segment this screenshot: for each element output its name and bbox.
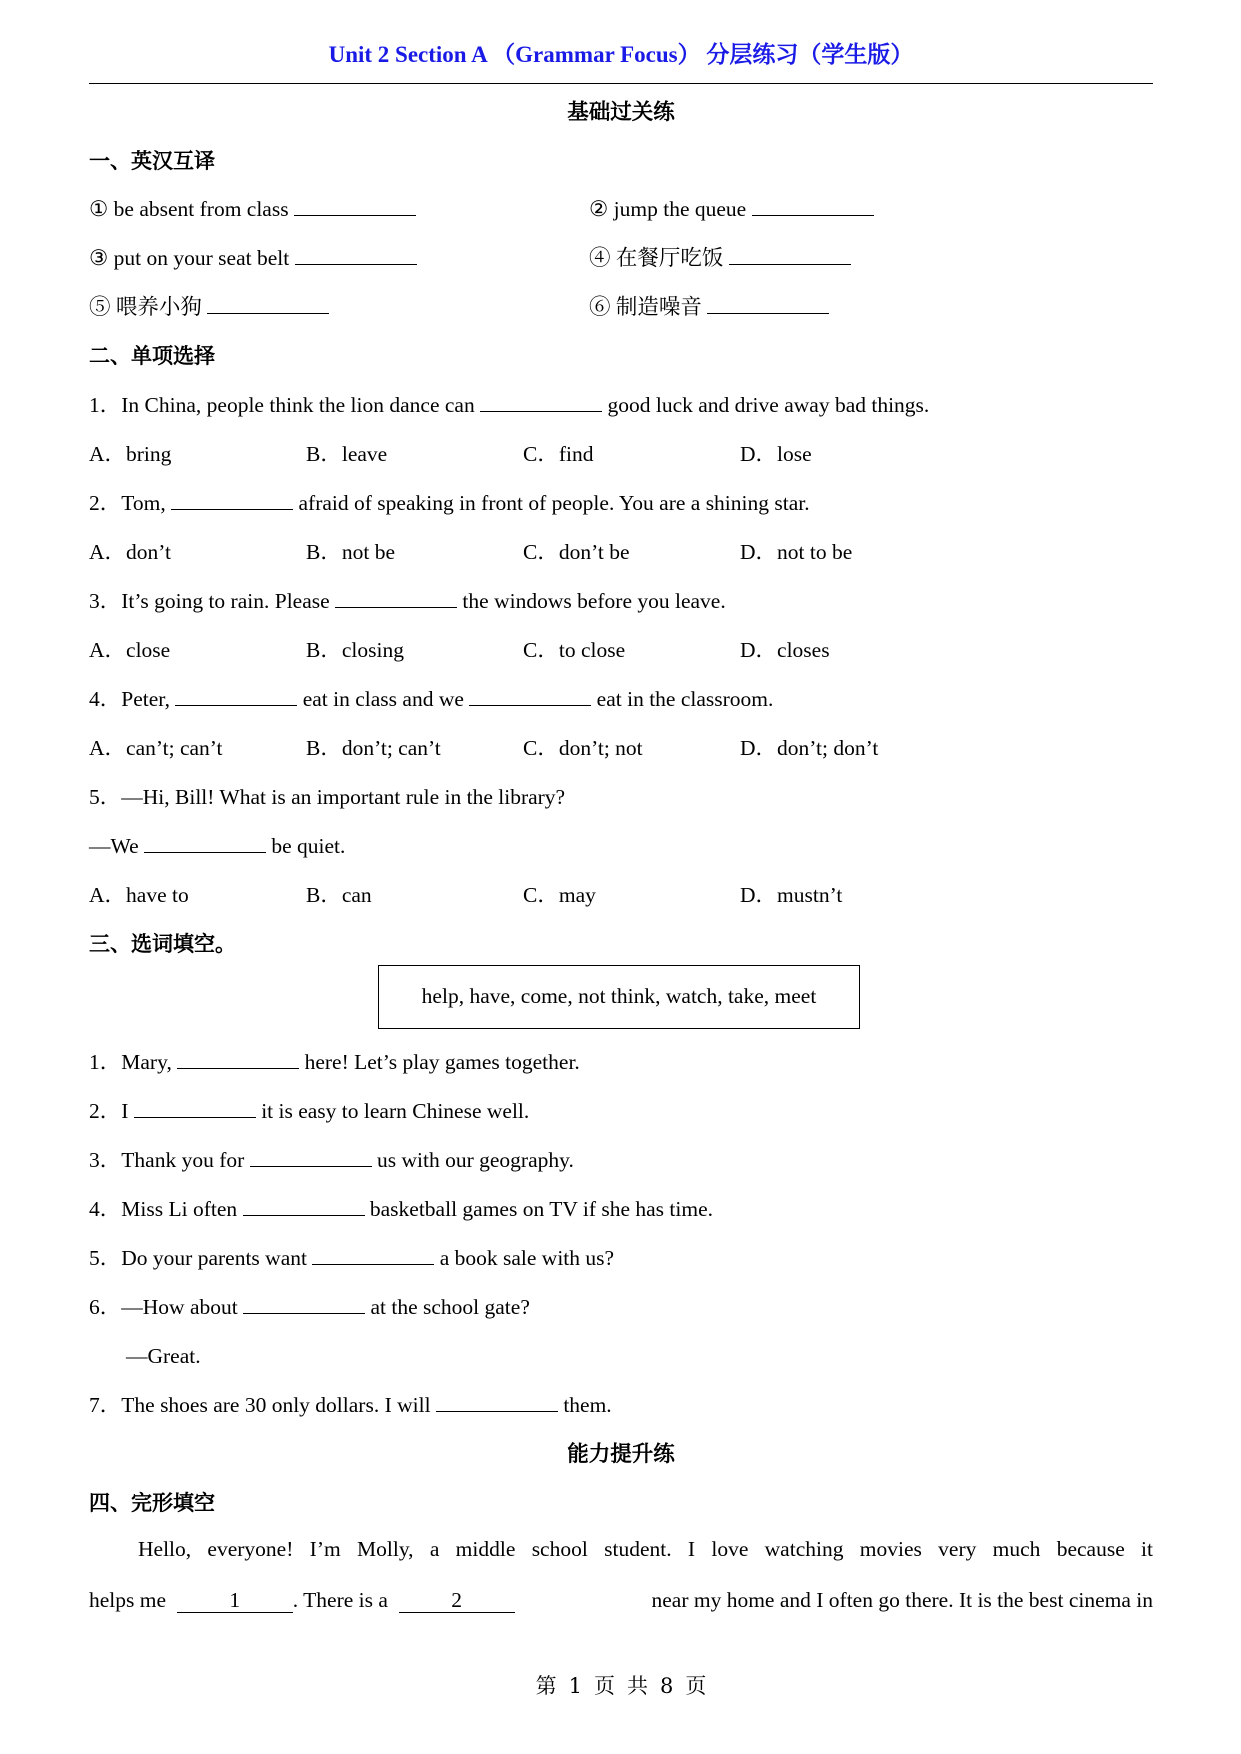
answer-blank[interactable] (312, 1244, 434, 1265)
mc-options-3 (89, 635, 957, 665)
question-text: eat in the classroom. (596, 687, 774, 711)
mc-question-5-reply (89, 831, 345, 861)
fill-question-7 (89, 1390, 612, 1420)
footer-text: 第 (535, 1674, 557, 1698)
question-number: 1． (89, 393, 122, 417)
option-a[interactable]: A．close (89, 638, 171, 662)
section-title-3: 三、选词填空。 (89, 932, 236, 956)
question-text: us with our geography. (377, 1148, 574, 1172)
part-title-basic: 基础过关练 (567, 100, 675, 124)
question-text: at the school gate? (370, 1295, 530, 1319)
current-page-number: 1 (568, 1674, 582, 1698)
item-text: 制造噪音 (615, 295, 702, 319)
question-text: good luck and drive away bad things. (607, 393, 930, 417)
header-title: Unit 2 Section A （Grammar Focus） 分层练习（学生版） (328, 42, 914, 67)
answer-blank[interactable] (480, 391, 602, 412)
question-number: 4． (89, 1197, 122, 1221)
word-bank-box: help, have, come, not think, watch, take, meet (378, 965, 860, 1029)
option-a[interactable]: A．don’t (89, 540, 172, 564)
item-text: put on your seat belt (113, 246, 290, 270)
question-text: Peter, (121, 687, 170, 711)
question-number: 5． (89, 785, 122, 809)
question-number: 3． (89, 1148, 122, 1172)
question-text: The shoes are 30 only dollars. I will (121, 1393, 431, 1417)
question-number: 2． (89, 491, 122, 515)
question-text: Mary, (121, 1050, 172, 1074)
translate-item-1 (89, 194, 416, 224)
question-text: Tom, (121, 491, 166, 515)
item-number: ⑤ (89, 295, 111, 319)
option-a[interactable]: A．have to (89, 883, 189, 907)
cloze-text (89, 1585, 515, 1615)
option-c[interactable]: C．may (523, 883, 596, 907)
question-text: —Hi, Bill! What is an important rule in the library? (121, 785, 566, 809)
cloze-text-b: . There is a (292, 1588, 388, 1612)
item-text: 在餐厅吃饭 (615, 246, 724, 270)
option-d[interactable]: D．closes (740, 638, 830, 662)
option-b[interactable]: B．closing (306, 638, 404, 662)
option-c[interactable]: C．to close (523, 638, 626, 662)
answer-blank[interactable] (436, 1391, 558, 1412)
fill-question-3 (89, 1145, 574, 1175)
mc-question-3 (89, 586, 726, 616)
question-text: Do your parents want (121, 1246, 307, 1270)
answer-blank[interactable] (243, 1293, 365, 1314)
question-text: here! Let’s play games together. (304, 1050, 580, 1074)
answer-blank[interactable] (335, 587, 457, 608)
cloze-blank-2[interactable]: 2 (399, 1588, 515, 1613)
mc-question-1 (89, 390, 929, 420)
answer-blank[interactable] (144, 832, 266, 853)
question-text: In China, people think the lion dance can (121, 393, 475, 417)
total-page-number: 8 (660, 1674, 674, 1698)
fill-question-6 (89, 1292, 530, 1322)
answer-blank[interactable] (134, 1097, 256, 1118)
answer-blank[interactable] (295, 244, 417, 265)
question-number: 3． (89, 589, 122, 613)
answer-blank[interactable] (171, 489, 293, 510)
question-number: 1． (89, 1050, 122, 1074)
answer-blank[interactable] (469, 685, 591, 706)
option-d[interactable]: D．lose (740, 442, 812, 466)
document-page (89, 0, 1153, 1754)
option-a[interactable]: A．can’t; can’t (89, 736, 223, 760)
translate-item-4 (589, 243, 851, 273)
question-text: basketball games on TV if she has time. (369, 1197, 714, 1221)
question-text: afraid of speaking in front of people. You are a shining star. (298, 491, 810, 515)
mc-question-2 (89, 488, 810, 518)
translate-item-3 (89, 243, 417, 273)
answer-blank[interactable] (207, 293, 329, 314)
question-number: 5． (89, 1246, 122, 1270)
translate-item-6 (589, 292, 829, 322)
mc-options-1 (89, 439, 957, 469)
fill-question-1 (89, 1047, 580, 1077)
footer-text: 页 (685, 1674, 707, 1698)
mc-options-4 (89, 733, 957, 763)
section-title-4: 四、完形填空 (89, 1491, 215, 1515)
section-title-1: 一、英汉互译 (89, 149, 215, 173)
question-text: —How about (121, 1295, 238, 1319)
option-c[interactable]: C．don’t be (523, 540, 630, 564)
cloze-text-a: helps me (89, 1588, 167, 1612)
option-d[interactable]: D．mustn’t (740, 883, 843, 907)
item-text: be absent from class (113, 197, 289, 221)
answer-blank[interactable] (707, 293, 829, 314)
question-text: I (121, 1099, 129, 1123)
cloze-line-2 (89, 1585, 1153, 1615)
answer-blank[interactable] (729, 244, 851, 265)
translate-item-2 (589, 194, 874, 224)
question-text: the windows before you leave. (462, 589, 726, 613)
option-b[interactable]: B．not be (306, 540, 395, 564)
section-title-2: 二、单项选择 (89, 344, 215, 368)
item-number: ④ (589, 246, 611, 270)
cloze-blank-1[interactable]: 1 (177, 1588, 293, 1613)
item-number: ③ (89, 246, 109, 270)
question-number: 4． (89, 687, 122, 711)
question-number: 2． (89, 1099, 122, 1123)
cloze-line-1: Hello, everyone! I’m Molly, a middle school student. I love watching movies very much because it (138, 1537, 1153, 1561)
option-c[interactable]: C．find (523, 442, 594, 466)
item-text: 喂养小狗 (115, 295, 202, 319)
mc-question-5 (89, 782, 565, 812)
fill-question-5 (89, 1243, 614, 1273)
fill-question-4 (89, 1194, 713, 1224)
cloze-text-c: near my home and I often go there. It is the best cinema in (651, 1588, 1153, 1612)
option-b[interactable]: B．leave (306, 442, 388, 466)
answer-blank[interactable] (294, 195, 416, 216)
question-text: them. (563, 1393, 612, 1417)
answer-blank[interactable] (752, 195, 874, 216)
question-text: a book sale with us? (439, 1246, 615, 1270)
item-number: ② (589, 197, 609, 221)
option-b[interactable]: B．can (306, 883, 372, 907)
page-footer (89, 1670, 1153, 1700)
answer-blank[interactable] (250, 1146, 372, 1167)
question-text: It’s going to rain. Please (121, 589, 330, 613)
footer-text: 页 (594, 1674, 615, 1698)
question-text: eat in class and we (302, 687, 464, 711)
question-text: —We (89, 834, 139, 858)
question-number: 7． (89, 1393, 122, 1417)
option-c[interactable]: C．don’t; not (523, 736, 643, 760)
item-text: jump the queue (613, 197, 747, 221)
mc-options-2 (89, 537, 957, 567)
mc-options-5 (89, 880, 957, 910)
option-b[interactable]: B．don’t; can’t (306, 736, 441, 760)
answer-blank[interactable] (243, 1195, 365, 1216)
item-number: ① (89, 197, 109, 221)
mc-question-4 (89, 684, 773, 714)
answer-blank[interactable] (175, 685, 297, 706)
question-text: it is easy to learn Chinese well. (261, 1099, 530, 1123)
footer-text: 共 (627, 1674, 648, 1698)
option-d[interactable]: D．don’t; don’t (740, 736, 879, 760)
translate-item-5 (89, 292, 329, 322)
fill-question-2 (89, 1096, 529, 1126)
option-d[interactable]: D．not to be (740, 540, 853, 564)
header-rule (89, 83, 1153, 84)
question-number: 6． (89, 1295, 122, 1319)
option-a[interactable]: A．bring (89, 442, 172, 466)
question-text: Miss Li often (121, 1197, 238, 1221)
answer-blank[interactable] (177, 1048, 299, 1069)
question-text: be quiet. (271, 834, 346, 858)
fill-question-6-reply: —Great. (126, 1344, 201, 1368)
question-text: Thank you for (121, 1148, 245, 1172)
item-number: ⑥ (589, 295, 611, 319)
part-title-ability: 能力提升练 (567, 1442, 675, 1466)
